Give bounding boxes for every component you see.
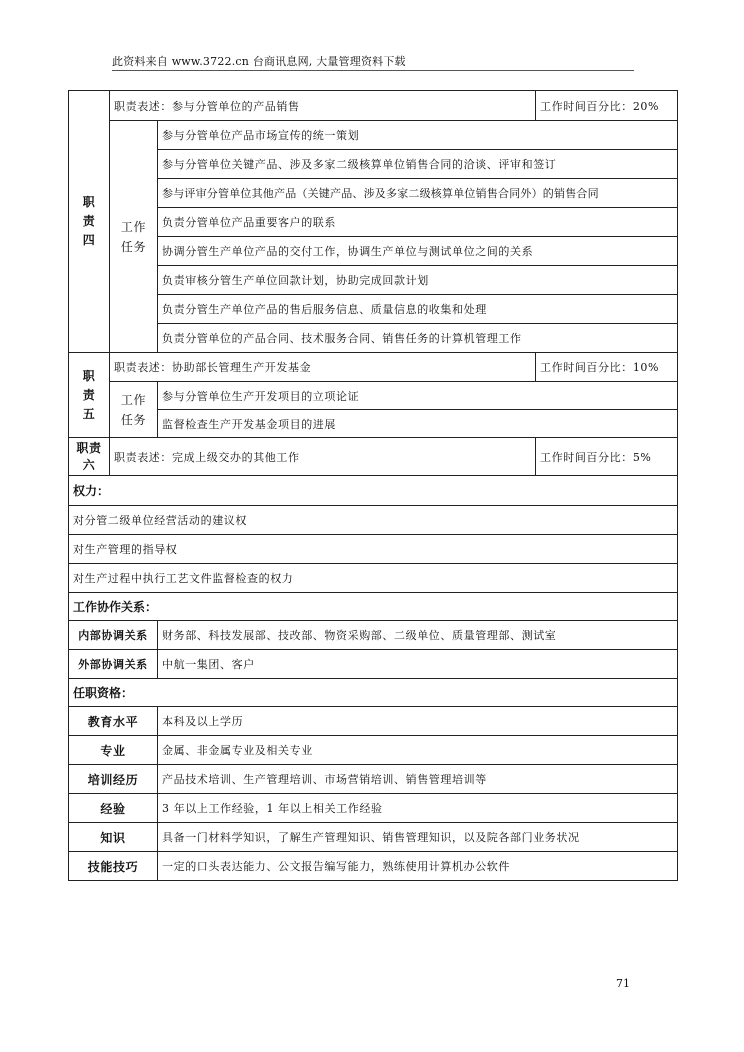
duty4-task-5: 协调分管生产单位产品的交付工作，协调生产单位与测试单位之间的关系 — [158, 237, 678, 266]
job-description-table — [68, 90, 678, 881]
external-relations-row — [69, 650, 678, 679]
qualification-label: 经验 — [69, 794, 158, 823]
duty4-task-4: 负责分管单位产品重要客户的联系 — [158, 208, 678, 237]
qualification-value: 一定的口头表达能力、公文报告编写能力，熟练使用计算机办公软件 — [158, 852, 678, 881]
duty4-task-3: 参与评审分管单位其他产品（关键产品、涉及多家二级核算单位销售合同外）的销售合同 — [158, 179, 678, 208]
duty4-task-1: 参与分管单位产品市场宣传的统一策划 — [158, 121, 678, 150]
qualification-value: 产品技术培训、生产管理培训、市场营销培训、销售管理培训等 — [158, 765, 678, 794]
qualification-value: 金属、非金属专业及相关专业 — [158, 736, 678, 765]
qualification-row — [69, 736, 678, 765]
power-item-2: 对生产管理的指导权 — [69, 535, 678, 564]
page-number: 71 — [616, 977, 630, 990]
qualification-label: 专业 — [69, 736, 158, 765]
duty4-title: 职责四 — [69, 91, 110, 353]
internal-relations-label: 内部协调关系 — [69, 621, 158, 650]
internal-relations-row — [69, 621, 678, 650]
duty6-row — [69, 438, 678, 476]
duty5-statement: 职责表述：协助部长管理生产开发基金 — [110, 353, 536, 382]
qualification-row — [69, 852, 678, 881]
duty5-task-2: 监督检查生产开发基金项目的进展 — [158, 410, 678, 438]
qualification-value: 3 年以上工作经验，1 年以上相关工作经验 — [158, 794, 678, 823]
qualifications-section-title: 任职资格： — [69, 679, 678, 707]
duty5-task-1: 参与分管单位生产开发项目的立项论证 — [158, 382, 678, 410]
qualification-label: 技能技巧 — [69, 852, 158, 881]
qualification-label: 知识 — [69, 823, 158, 852]
external-relations-label: 外部协调关系 — [69, 650, 158, 679]
duty4-task-6: 负责审核分管生产单位回款计划，协助完成回款计划 — [158, 266, 678, 295]
duty4-task-2: 参与分管单位关键产品、涉及多家二级核算单位销售合同的洽谈、评审和签订 — [158, 150, 678, 179]
qualification-label: 教育水平 — [69, 707, 158, 736]
qualification-row — [69, 765, 678, 794]
duty5-statement-row — [69, 353, 678, 382]
qualification-value: 本科及以上学历 — [158, 707, 678, 736]
power-item-3: 对生产过程中执行工艺文件监督检查的权力 — [69, 564, 678, 593]
duty4-percent: 工作时间百分比：20% — [536, 91, 678, 121]
qualification-row — [69, 823, 678, 852]
duty4-task-7: 负责分管生产单位产品的售后服务信息、质量信息的收集和处理 — [158, 295, 678, 324]
external-relations-value: 中航一集团、客户 — [158, 650, 678, 679]
qualification-row — [69, 794, 678, 823]
internal-relations-value: 财务部、科技发展部、技改部、物资采购部、二级单位、质量管理部、测试室 — [158, 621, 678, 650]
duty4-task-8: 负责分管单位的产品合同、技术服务合同、销售任务的计算机管理工作 — [158, 324, 678, 353]
duty4-tasks-label: 工作任务 — [110, 121, 158, 353]
duty5-tasks-label: 工作任务 — [110, 382, 158, 438]
duty5-title: 职责五 — [69, 353, 110, 438]
duty4-statement: 职责表述：参与分管单位的产品销售 — [110, 91, 536, 121]
qualification-label: 培训经历 — [69, 765, 158, 794]
relations-section-title: 工作协作关系： — [69, 593, 678, 621]
qualification-value: 具备一门材料学知识，了解生产管理知识、销售管理知识，以及院各部门业务状况 — [158, 823, 678, 852]
duty4-statement-row — [69, 91, 678, 121]
duty4-task-row — [69, 121, 678, 150]
duty6-title: 职责六 — [69, 438, 110, 476]
power-section-title: 权力： — [69, 476, 678, 506]
duty5-percent: 工作时间百分比：10% — [536, 353, 678, 382]
qualification-row — [69, 707, 678, 736]
duty6-statement: 职责表述：完成上级交办的其他工作 — [110, 438, 536, 476]
duty6-percent: 工作时间百分比：5% — [536, 438, 678, 476]
page-header: 此资料来自 www.3722.cn 台商讯息网, 大量管理资料下载 — [112, 54, 634, 71]
power-item-1: 对分管二级单位经营活动的建议权 — [69, 506, 678, 535]
